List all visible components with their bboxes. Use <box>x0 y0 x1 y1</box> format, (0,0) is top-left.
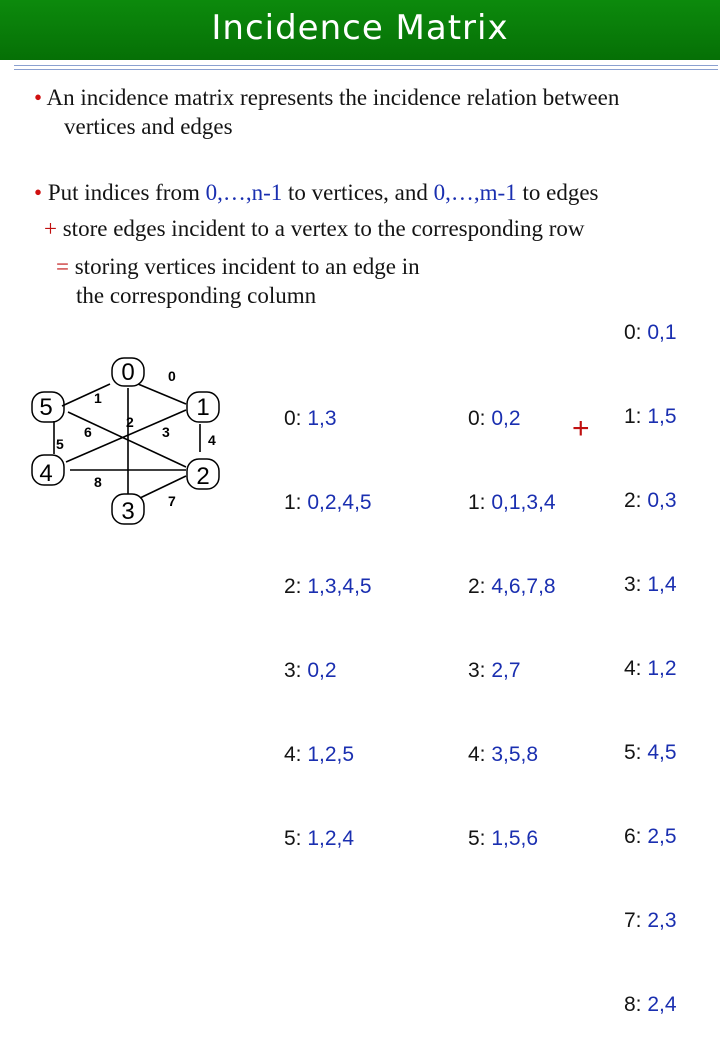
row-5 <box>468 825 556 853</box>
incidence-values: 1,2,5 <box>307 743 355 766</box>
edge-label-4: 4 <box>208 432 216 448</box>
incidence-values: 1,3 <box>307 407 337 430</box>
edge-label-7: 7 <box>168 493 176 509</box>
plus-icon: + <box>572 412 590 445</box>
edge-label-2: 2 <box>126 414 134 430</box>
eq-line-text2: the corresponding column <box>76 283 317 308</box>
row-6 <box>624 823 677 851</box>
incidence-values: 0,2,4,5 <box>307 491 372 514</box>
incidence-values: 0,1,3,4 <box>491 491 556 514</box>
row-index: 4: <box>468 743 486 766</box>
edge-0-line <box>62 384 110 406</box>
vertex-edges-list <box>284 349 372 881</box>
edge-7-line <box>140 476 186 498</box>
edge-endpoints-list <box>624 263 677 1047</box>
vertex-labels <box>39 359 209 525</box>
bullet-1-line1: An incidence matrix represents the incidence relation between <box>46 85 620 110</box>
vertex-range: 0,…,n-1 <box>205 180 283 205</box>
row-4 <box>284 741 372 769</box>
bullet-2-mid: to vertices, and <box>282 180 434 205</box>
row-4 <box>624 655 677 683</box>
eq-sym: = <box>56 254 69 279</box>
edge-range: 0,…,m-1 <box>433 180 517 205</box>
incidence-values: 0,3 <box>647 489 677 512</box>
slide-title: Incidence Matrix <box>211 8 509 48</box>
vertex-1: 1 <box>196 394 210 421</box>
row-7 <box>624 907 677 935</box>
vertex-5: 5 <box>39 394 53 421</box>
incidence-values: 1,2,4 <box>307 827 355 850</box>
row-index: 3: <box>284 659 302 682</box>
row-1 <box>468 489 556 517</box>
incidence-values: 1,2 <box>647 657 677 680</box>
vertex-incidence-list <box>468 349 556 881</box>
row-index: 6: <box>624 825 642 848</box>
edge-0-line-b <box>138 384 186 404</box>
row-index: 0: <box>284 407 302 430</box>
row-1 <box>284 489 372 517</box>
row-index: 5: <box>624 741 642 764</box>
row-index: 5: <box>284 827 302 850</box>
row-3 <box>284 657 372 685</box>
incidence-values: 1,4 <box>647 573 677 596</box>
row-1 <box>624 403 677 431</box>
row-index: 1: <box>624 405 642 428</box>
incidence-values: 2,7 <box>491 659 521 682</box>
row-2 <box>624 487 677 515</box>
incidence-values: 2,5 <box>647 825 677 848</box>
plus-sym: + <box>44 216 57 241</box>
row-index: 2: <box>624 489 642 512</box>
row-index: 1: <box>284 491 302 514</box>
edge-label-0: 0 <box>168 368 176 384</box>
row-index: 1: <box>468 491 486 514</box>
row-index: 4: <box>284 743 302 766</box>
row-index: 3: <box>468 659 486 682</box>
vertex-3: 3 <box>121 498 135 525</box>
vertex-2: 2 <box>196 463 210 490</box>
row-3 <box>468 657 556 685</box>
incidence-values: 4,6,7,8 <box>491 575 556 598</box>
row-8 <box>624 991 677 1019</box>
edge-label-8: 8 <box>94 474 102 490</box>
row-index: 7: <box>624 909 642 932</box>
row-5 <box>624 739 677 767</box>
bullet-2-prefix: Put indices from <box>47 180 206 205</box>
eq-line-text: storing vertices incident to an edge in <box>68 254 420 279</box>
row-2 <box>468 573 556 601</box>
bullet-marker: • <box>34 180 43 205</box>
incidence-values: 1,3,4,5 <box>307 575 372 598</box>
row-4 <box>468 741 556 769</box>
incidence-values: 2,3 <box>647 909 677 932</box>
incidence-values: 2,4 <box>647 993 677 1016</box>
incidence-values: 4,5 <box>647 741 677 764</box>
bullet-2-suffix: to edges <box>516 180 599 205</box>
row-2 <box>284 573 372 601</box>
incidence-values: 0,2 <box>307 659 337 682</box>
row-0 <box>468 405 556 433</box>
bullet-marker: • <box>34 85 43 110</box>
row-index: 0: <box>468 407 486 430</box>
edge-label-1: 1 <box>94 390 102 406</box>
plus-line-text: store edges incident to a vertex to the corresponding row <box>56 216 585 241</box>
row-index: 5: <box>468 827 486 850</box>
incidence-values: 3,5,8 <box>491 743 539 766</box>
row-0 <box>284 405 372 433</box>
row-index: 4: <box>624 657 642 680</box>
row-index: 8: <box>624 993 642 1016</box>
vertex-4: 4 <box>39 460 53 487</box>
edge-label-3: 3 <box>162 424 170 440</box>
row-3 <box>624 571 677 599</box>
row-index: 2: <box>468 575 486 598</box>
incidence-values: 1,5,6 <box>491 827 539 850</box>
row-0 <box>624 319 677 347</box>
bullet-1-line2: vertices and edges <box>64 114 233 139</box>
row-5 <box>284 825 372 853</box>
incidence-values: 0,1 <box>647 321 677 344</box>
row-index: 3: <box>624 573 642 596</box>
edge-labels <box>56 368 216 509</box>
incidence-values: 1,5 <box>647 405 677 428</box>
row-index: 0: <box>624 321 642 344</box>
edge-label-6: 6 <box>84 424 92 440</box>
vertex-0: 0 <box>121 359 135 386</box>
row-index: 2: <box>284 575 302 598</box>
edge-label-5: 5 <box>56 436 64 452</box>
incidence-values: 0,2 <box>491 407 521 430</box>
graph-edges <box>54 384 200 498</box>
